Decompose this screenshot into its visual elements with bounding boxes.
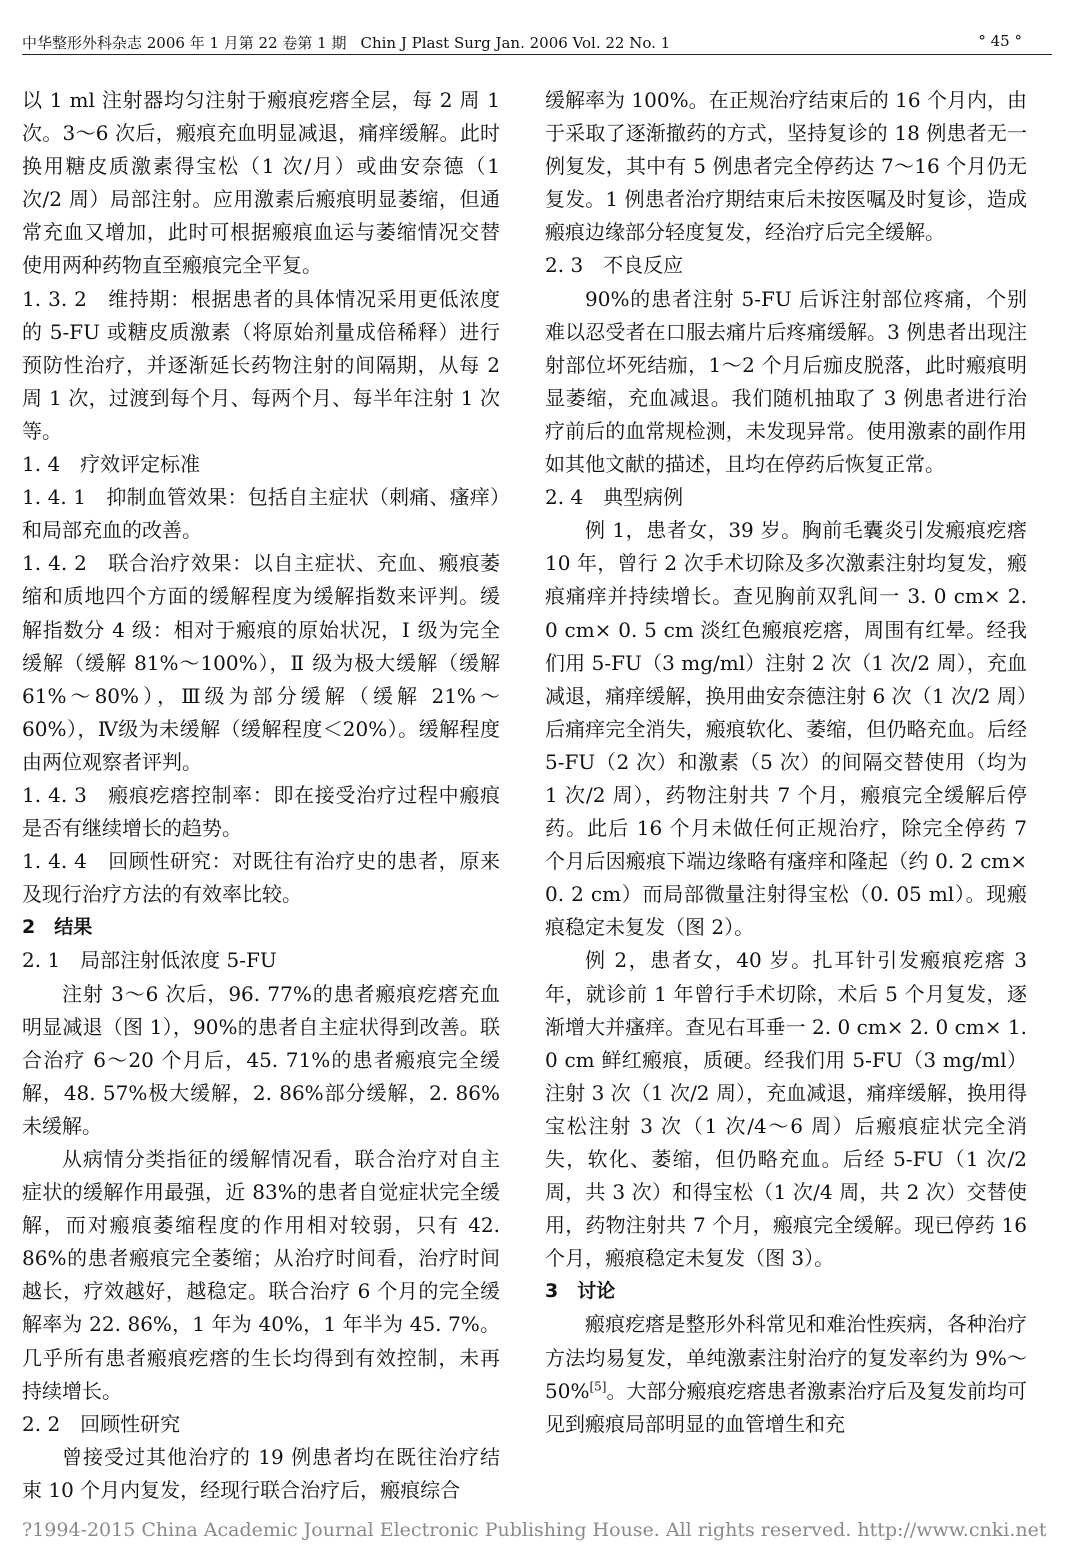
- journal-en: Chin J Plast Surg Jan. 2006 Vol. 22 No. 1: [360, 34, 671, 52]
- section-heading-paragraph: [22, 911, 500, 944]
- section-heading-paragraph: [22, 481, 500, 547]
- paragraph-text: 3 讨论: [545, 1280, 616, 1303]
- body-paragraph: [545, 944, 1027, 1275]
- paragraph-text: 1. 4. 2 联合治疗效果：以自主症状、充血、瘢痕萎缩和质地四个方面的缓解程度为缓解指数来评判。缓解指数分 4 级：相对于瘢痕的原始状况，Ⅰ 级为完全缓解（缓解 81%～100%），Ⅱ 级为极大缓解（缓解 61%～80%），Ⅲ级为部分缓解（缓解 21%～60%），Ⅳ级为未缓解（缓解程度＜20%）。缓解程度由两位观察者评判。: [22, 551, 500, 774]
- paragraph-text: 从病情分类指征的缓解情况看，联合治疗对自主症状的缓解作用最强，近 83%的患者自觉症状完全缓解，而对瘢痕萎缩程度的作用相对较弱，只有 42. 86%的患者瘢痕完全萎缩；从治疗时间看，治疗时间越长，疗效越好，越稳定。联合治疗 6 个月的完全缓解率为 22. 86%，1 年为 40%，1 年半为 45. 7%。几乎所有患者瘢痕疙瘩的生长均得到有效控制，未再持续增长。: [22, 1147, 500, 1403]
- paragraph-text: 缓解率为 100%。在正规治疗结束后的 16 个月内，由于采取了逐渐撤药的方式，坚持复诊的 18 例患者无一例复发，其中有 5 例患者完全停药达 7～16 个月仍无复发。1 例患者治疗期结束后未按医嘱及时复诊，造成瘢痕边缘部分轻度复发，经治疗后完全缓解。: [545, 88, 1027, 245]
- right-column: [545, 84, 1027, 1441]
- section-heading-paragraph: [22, 779, 500, 845]
- header-rule: [22, 54, 1052, 55]
- copyright-footer: ?1994-2015 China Academic Journal Electronic Publishing House. All rights reserved. http://www.cnki.net: [22, 1519, 1047, 1541]
- paragraph-text: 2 结果: [22, 916, 93, 939]
- paragraph-text: 1. 4. 3 瘢痕疙瘩控制率：即在接受治疗过程中瘢痕是否有继续增长的趋势。: [22, 782, 500, 841]
- section-heading-paragraph: [22, 448, 500, 481]
- body-paragraph: [545, 283, 1027, 482]
- left-column: [22, 84, 500, 1507]
- body-paragraph: [22, 978, 500, 1143]
- section-heading-paragraph: [22, 1408, 500, 1441]
- section-heading-paragraph: [22, 547, 500, 779]
- section-heading-paragraph: [22, 944, 500, 977]
- body-paragraph: [545, 514, 1027, 944]
- paragraph-text: 例 1，患者女，39 岁。胸前毛囊炎引发瘢痕疙瘩 10 年，曾行 2 次手术切除及多次激素注射均复发，瘢痕痛痒并持续增长。查见胸前双乳间一 3. 0 cm× 2. 0 cm× 0. 5 cm 淡红色瘢痕疙瘩，周围有红晕。经我们用 5-FU（3 mg/ml）注射 2 次（1 次/2 周），充血减退，痛痒缓解，换用曲安奈德注射 6 次（1 次/2 周）后痛痒完全消失，瘢痕软化、萎缩，但仍略充血。后经 5-FU（2 次）和激素（5 次）的间隔交替使用（均为 1 次/2 周），药物注射共 7 个月，瘢痕完全缓解后停药。此后 16 个月未做任何正规治疗，除完全停药 7 个月后因瘢痕下端边缘略有瘙痒和隆起（约 0. 2 cm× 0. 2 cm）而局部微量注射得宝松（0. 05 ml）。现瘢痕稳定未复发（图 2）。: [545, 518, 1027, 940]
- paragraph-text-cont: 。大部分瘢痕疙瘩患者激素治疗后及复发前均可见到瘢痕局部明显的血管增生和充: [545, 1378, 1027, 1436]
- body-paragraph: [545, 84, 1027, 249]
- paragraph-text: 注射 3～6 次后，96. 77%的患者瘢痕疙瘩充血明显减退（图 1），90%的患者自主症状得到改善。联合治疗 6～20 个月后，45. 71%的患者瘢痕完全缓解，48. 57%极大缓解，2. 86%部分缓解，2. 86%未缓解。: [22, 981, 500, 1138]
- paragraph-text: 2. 3 不良反应: [545, 253, 684, 278]
- body-paragraph: [545, 1308, 1027, 1440]
- body-paragraph: [22, 1441, 500, 1507]
- section-heading-paragraph: [545, 1275, 1027, 1308]
- section-heading-paragraph: [545, 249, 1027, 282]
- paragraph-text: 以 1 ml 注射器均匀注射于瘢痕疙瘩全层，每 2 周 1 次。3～6 次后，瘢痕充血明显减退，痛痒缓解。此时换用糖皮质激素得宝松（1 次/月）或曲安奈德（1 次/2 周）局部注射。应用激素后瘢痕明显萎缩，但通常充血又增加，此时可根据瘢痕血运与萎缩情况交替使用两种药物直至瘢痕完全平复。: [22, 88, 500, 278]
- paragraph-text: 2. 4 典型病例: [545, 485, 684, 510]
- body-paragraph: [22, 1143, 500, 1408]
- paragraph-text: 1. 4 疗效评定标准: [22, 452, 201, 477]
- paragraph-text: 2. 2 回顾性研究: [22, 1411, 181, 1436]
- citation-ref: [5]: [589, 1379, 607, 1393]
- paragraph-text: 2. 1 局部注射低浓度 5-FU: [22, 948, 277, 973]
- section-heading-paragraph: [22, 283, 500, 448]
- paragraph-text: 1. 4. 4 回顾性研究：对既往有治疗史的患者，原来及现行治疗方法的有效率比较。: [22, 849, 500, 907]
- paragraph-text: 1. 3. 2 维持期：根据患者的具体情况采用更低浓度的 5-FU 或糖皮质激素（将原始剂量成倍稀释）进行预防性治疗，并逐渐延长药物注射的间隔期，从每 2 周 1 次，过渡到每个月、每两个月、每半年注射 1 次等。: [22, 286, 500, 443]
- page-header: [22, 30, 1052, 56]
- paragraph-text: 例 2，患者女，40 岁。扎耳针引发瘢痕疙瘩 3 年，就诊前 1 年曾行手术切除，术后 5 个月复发，逐渐增大并瘙痒。查见右耳垂一 2. 0 cm× 2. 0 cm× 1. 0 cm 鲜红瘢痕，质硬。经我们用 5-FU（3 mg/ml）注射 3 次（1 次/2 周），充血减退，痛痒缓解，换用得宝松注射 3 次（1 次/4～6 周）后瘢痕症状完全消失，软化、萎缩，但仍略充血。后经 5-FU（1 次/2 周，共 3 次）和得宝松（1 次/4 周，共 2 次）交替使用，药物注射共 7 个月，瘢痕完全缓解。现已停药 16 个月，瘢痕稳定未复发（图 3）。: [545, 948, 1027, 1271]
- page-number: ° 45 °: [978, 32, 1022, 50]
- section-heading-paragraph: [22, 845, 500, 911]
- journal-citation: [22, 32, 670, 53]
- paragraph-text: 1. 4. 1 抑制血管效果：包括自主症状（刺痛、瘙痒）和局部充血的改善。: [22, 485, 500, 543]
- section-heading-paragraph: [545, 481, 1027, 514]
- paragraph-text: 瘢痕疙瘩是整形外科常见和难治性疾病，各种治疗方法均易复发，单纯激素注射治疗的复发率约为 9%～50%: [545, 1312, 1027, 1403]
- paragraph-text: 90%的患者注射 5-FU 后诉注射部位疼痛，个别难以忍受者在口服去痛片后疼痛缓解。3 例患者出现注射部位坏死结痂，1～2 个月后痂皮脱落，此时瘢痕明显萎缩，充血减退。我们随机抽取了 3 例患者进行治疗前后的血常规检测，未发现异常。使用激素的副作用如其他文献的描述，且均在停药后恢复正常。: [545, 286, 1027, 477]
- journal-cn: 中华整形外科杂志 2006 年 1 月第 22 卷第 1 期: [22, 34, 347, 52]
- paragraph-text: 曾接受过其他治疗的 19 例患者均在既往治疗结束 10 个月内复发，经现行联合治疗后，瘢痕综合: [22, 1444, 500, 1502]
- body-paragraph: [22, 84, 500, 283]
